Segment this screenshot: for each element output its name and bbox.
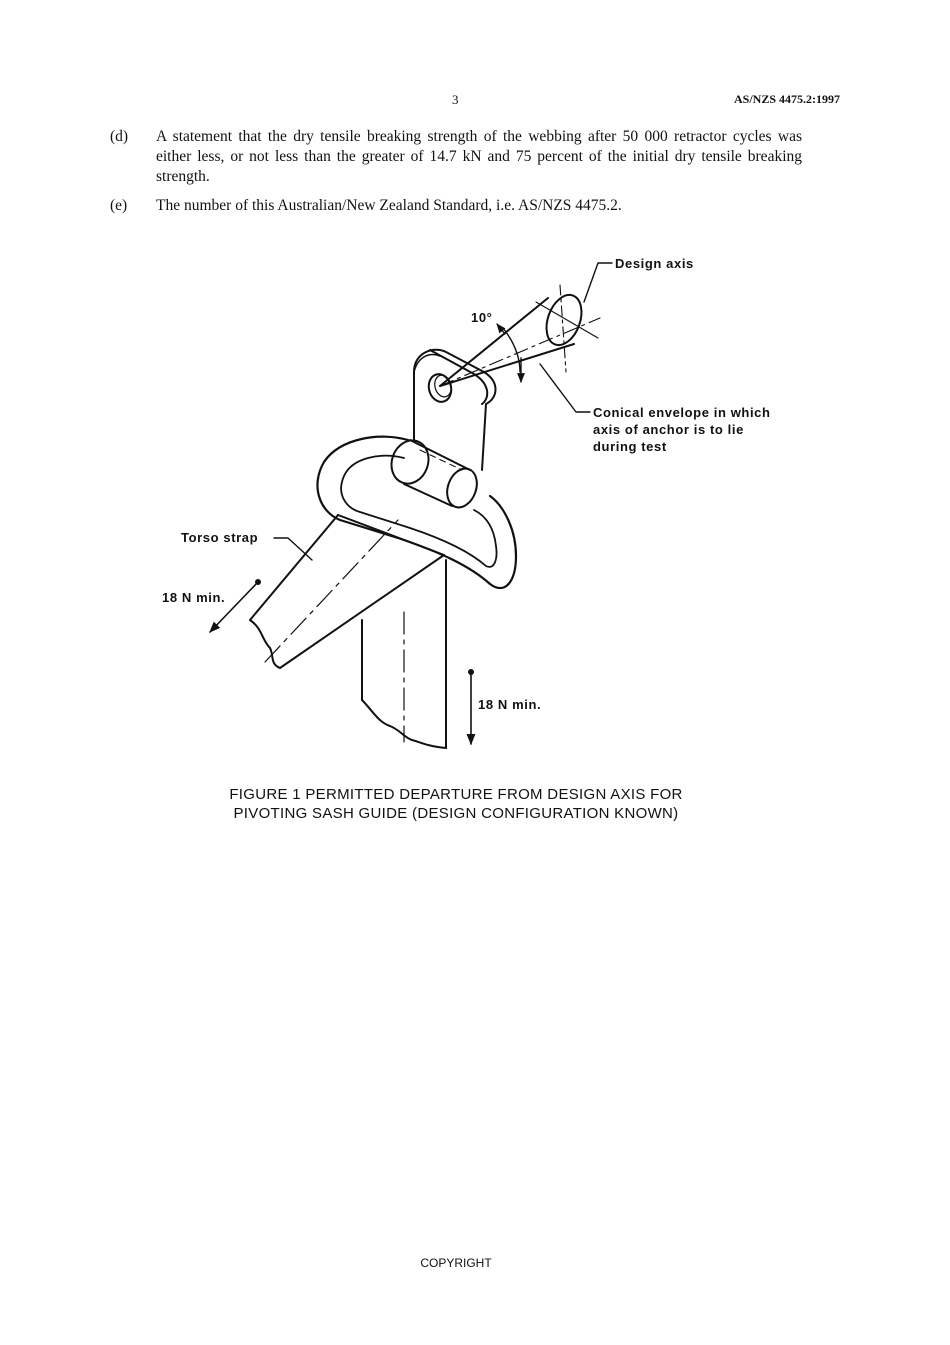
force-arrows [210,582,471,744]
conical-envelope [440,285,600,386]
standard-code: AS/NZS 4475.2:1997 [733,92,840,106]
force-left-label: 18 N min. [162,590,226,605]
force-origin-left [255,579,261,585]
figure-caption-line-1: FIGURE 1 PERMITTED DEPARTURE FROM DESIGN AXIS FOR [229,786,683,803]
list-item-text: A statement that the dry tensile breaking strength of the webbing after 50 000 retractor cycles was either less, or not less than the greater of 14.7 kN and 75 percent of the initial dry tensile breaking strength. [156,128,802,185]
design-axis-label: Design axis [615,256,694,271]
list-item-label: (e) [110,197,128,214]
copyright-footer: COPYRIGHT [420,1256,492,1270]
conical-envelope-label-1: Conical envelope in which [593,405,771,420]
sash-guide-ring [317,435,516,588]
torso-strap-label: Torso strap [181,530,259,545]
list-item-text: The number of this Australian/New Zealand Standard, i.e. AS/NZS 4475.2. [156,197,622,214]
figure-caption-line-2: PIVOTING SASH GUIDE (DESIGN CONFIGURATION KNOWN) [233,805,679,822]
force-bottom-label: 18 N min. [478,697,542,712]
list-item-label: (d) [110,128,129,145]
force-origin-bottom [468,669,474,675]
vertical-webbing [362,560,446,748]
conical-envelope-label-2: axis of anchor is to lie [593,422,744,437]
angle-label: 10° [471,310,493,325]
conical-envelope-label-3: during test [593,439,667,454]
page-number: 3 [452,92,459,107]
